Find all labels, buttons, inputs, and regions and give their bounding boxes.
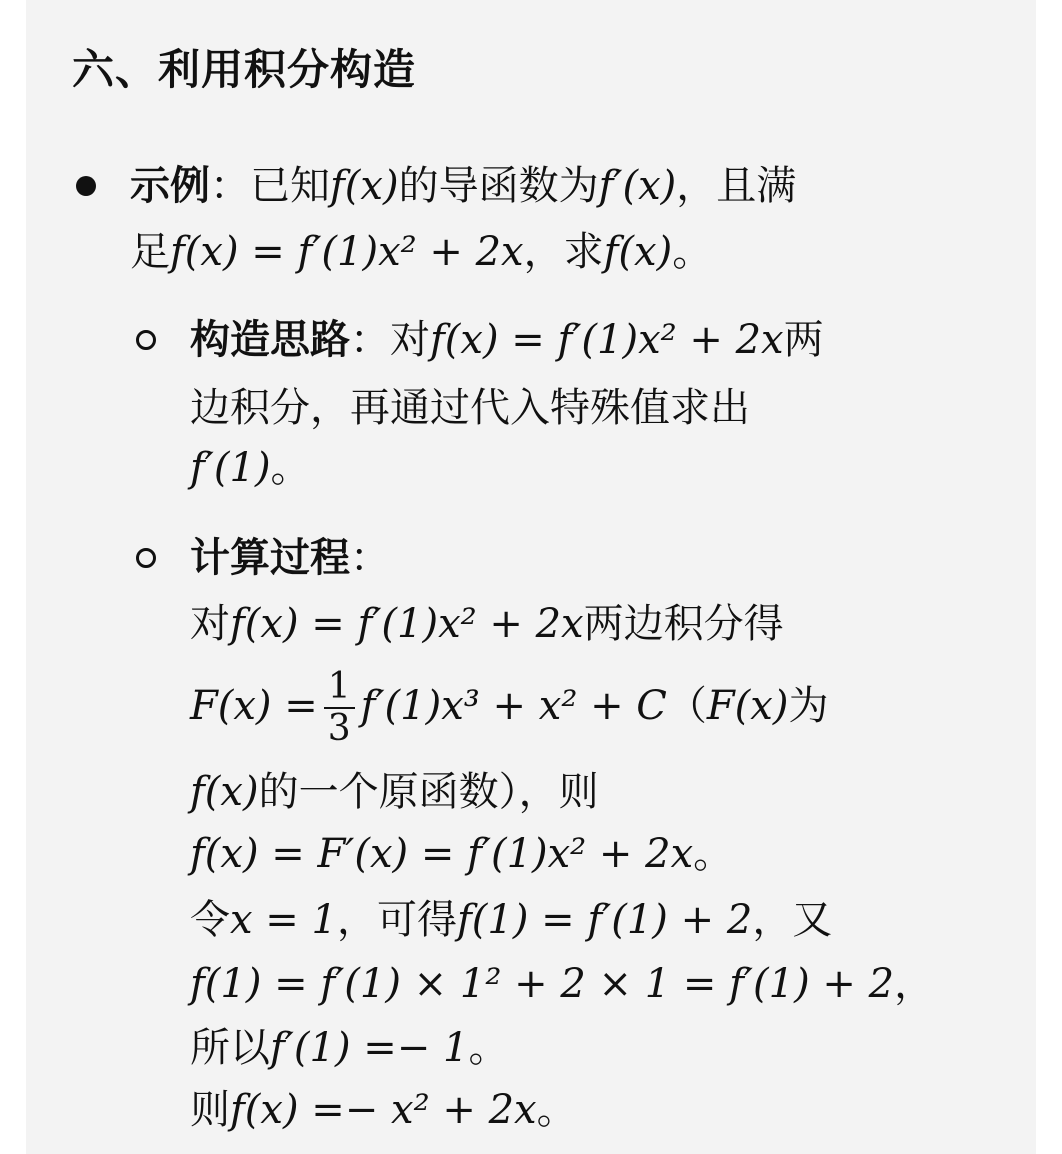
example-line-2: 足f(x) = f′(1)x² + 2x，求f(x)。	[130, 229, 713, 275]
process-label-line: 计算过程：	[190, 535, 390, 581]
example-line-1: 示例：已知f(x)的导函数为f′(x)，且满	[130, 163, 797, 209]
sub-bullet-circle-icon	[136, 330, 156, 350]
process-line-2: F(x) = $\frac{1}{3}$ f′(1)x³ + x² + C（F(x)为	[190, 666, 829, 749]
process-line-6: f(1) = f′(1) × 1² + 2 × 1 = f′(1) + 2，	[190, 961, 935, 1007]
process-line-3: f(x)的一个原函数），则	[190, 769, 599, 815]
sub-bullet-circle-icon	[136, 548, 156, 568]
example-equation: f(x) = f′(1)x² + 2x	[170, 229, 524, 275]
bullet-dot-icon	[76, 176, 96, 196]
process-line-8: 则f(x) =− x² + 2x。	[190, 1087, 577, 1133]
idea-label: 构造思路	[190, 317, 350, 363]
idea-line-3: f′(1)。	[190, 445, 311, 491]
process-label: 计算过程	[190, 535, 350, 581]
process-line-4: f(x) = F′(x) = f′(1)x² + 2x。	[190, 831, 734, 877]
idea-line-1: 构造思路：对f(x) = f′(1)x² + 2x两	[190, 317, 824, 363]
process-line-1: 对f(x) = f′(1)x² + 2x两边积分得	[190, 601, 784, 647]
example-label: 示例	[130, 163, 210, 209]
process-line-7: 所以f′(1) =− 1。	[190, 1025, 509, 1071]
process-line-5: 令x = 1，可得f(1) = f′(1) + 2，又	[190, 897, 833, 943]
idea-line-2: 边积分，再通过代入特殊值求出	[190, 385, 750, 431]
fraction: $\frac{1}{3}$	[324, 667, 355, 749]
section-heading: 六、利用积分构造	[72, 45, 417, 94]
